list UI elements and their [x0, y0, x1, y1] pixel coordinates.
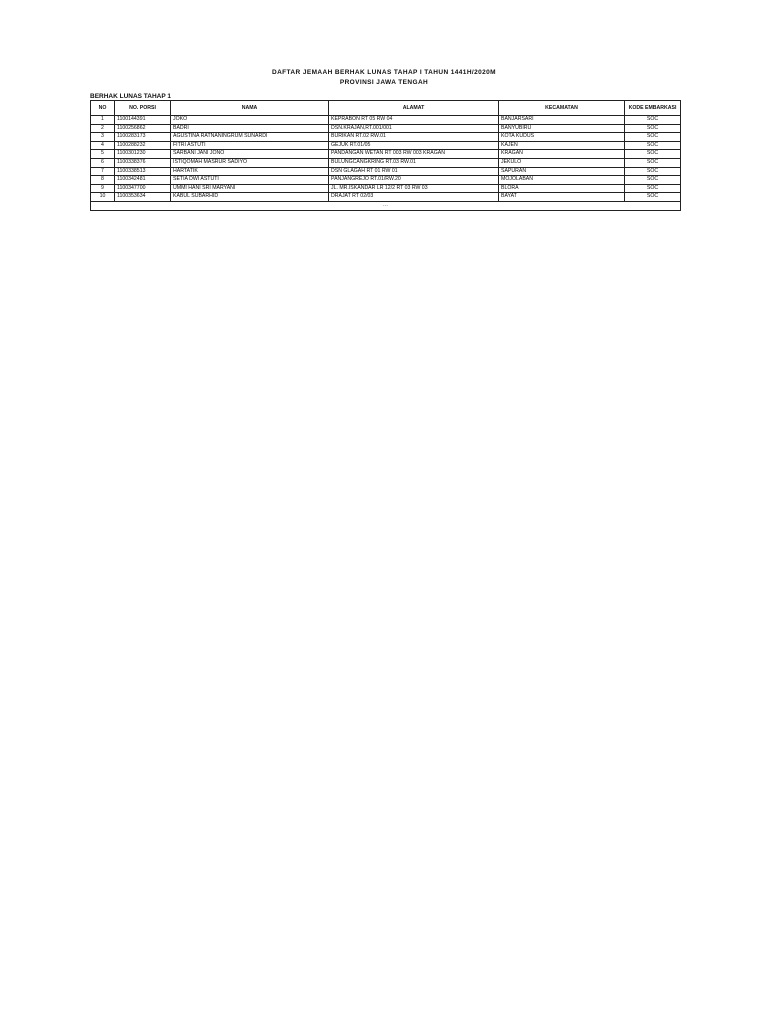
cell-alamat: PANJANGREJO RT.01/RW.20: [329, 176, 499, 185]
table-row: [91, 176, 681, 185]
column-header-no: NO: [91, 101, 115, 116]
table-row: [91, 116, 681, 125]
cell-nama: FITRI ASTUTI: [171, 141, 329, 150]
jemaah-table: [90, 100, 681, 211]
cell-nama: AGUSTINA RATNANINGRUM SUNARDI: [171, 133, 329, 142]
column-header-nama: NAMA: [171, 101, 329, 116]
cell-alamat: DSN.KRAJAN,RT.001/001: [329, 124, 499, 133]
cell-no: 7: [91, 167, 115, 176]
cell-kode: SOC: [625, 116, 681, 125]
cell-kecamatan: KAJEN: [499, 141, 625, 150]
cell-porsi: 1100353634: [115, 193, 171, 202]
cell-kode: SOC: [625, 124, 681, 133]
cell-porsi: 1100283173: [115, 133, 171, 142]
column-header-kecamatan: KECAMATAN: [499, 101, 625, 116]
table-row: [91, 167, 681, 176]
table-row: [91, 150, 681, 159]
cell-no: 9: [91, 184, 115, 193]
cell-alamat: PANDANGAN WETAN RT 003 RW 003 KRAGAN: [329, 150, 499, 159]
cell-porsi: 1100347700: [115, 184, 171, 193]
cell-nama: HARTATIK: [171, 167, 329, 176]
cell-kode: SOC: [625, 158, 681, 167]
cell-kecamatan: BANYUBIRU: [499, 124, 625, 133]
document-title: DAFTAR JEMAAH BERHAK LUNAS TAHAP I TAHUN 1441H/2020M: [271, 69, 496, 76]
column-header-alamat: ALAMAT: [329, 101, 499, 116]
cell-kode: SOC: [625, 150, 681, 159]
table-body: [91, 116, 681, 211]
cell-nama: BADRI: [171, 124, 329, 133]
cell-alamat: KEPRABON RT 05 RW 04: [329, 116, 499, 125]
cell-porsi: 1100144391: [115, 116, 171, 125]
cell-nama: ISTIQOMAH MASRUR SADIYO: [171, 158, 329, 167]
cell-nama: SARBANI JANI JONO: [171, 150, 329, 159]
table-row: [91, 158, 681, 167]
cell-nama: KABUL SUBARHID: [171, 193, 329, 202]
cell-porsi: 1100338376: [115, 158, 171, 167]
cell-kecamatan: BLORA: [499, 184, 625, 193]
cell-alamat: DRAJAT RT 02/03: [329, 193, 499, 202]
table-row: [91, 184, 681, 193]
document-subtitle: PROVINSI JAWA TENGAH: [339, 79, 429, 86]
cell-kecamatan: SAPURAN: [499, 167, 625, 176]
cell-kode: SOC: [625, 167, 681, 176]
table-more-row: [91, 201, 681, 210]
cell-no: 5: [91, 150, 115, 159]
cell-nama: UMMI HANI SRI MARYANI: [171, 184, 329, 193]
column-header-kode: KODE EMBARKASI: [625, 101, 681, 116]
cell-no: 10: [91, 193, 115, 202]
cell-alamat: BULUNGCANGKRING RT.03 RW.01: [329, 158, 499, 167]
cell-nama: SETIA DWI ASTUTI: [171, 176, 329, 185]
cell-kode: SOC: [625, 133, 681, 142]
cell-no: 4: [91, 141, 115, 150]
cell-kecamatan: BAYAT: [499, 193, 625, 202]
section-label: BERHAK LUNAS TAHAP 1: [90, 93, 172, 100]
more-rows-indicator: …: [91, 201, 681, 210]
cell-alamat: DSN GLAGAH RT 01 RW 01: [329, 167, 499, 176]
cell-porsi: 1100301230: [115, 150, 171, 159]
cell-no: 3: [91, 133, 115, 142]
cell-no: 8: [91, 176, 115, 185]
cell-no: 2: [91, 124, 115, 133]
cell-kecamatan: KOTA KUDUS: [499, 133, 625, 142]
cell-porsi: 1100256862: [115, 124, 171, 133]
cell-no: 1: [91, 116, 115, 125]
cell-porsi: 1100288232: [115, 141, 171, 150]
cell-porsi: 1100338513: [115, 167, 171, 176]
cell-alamat: JL. MR.ISKANDAR LR 12/2 RT 03 RW 03: [329, 184, 499, 193]
cell-kode: SOC: [625, 176, 681, 185]
cell-porsi: 1100342481: [115, 176, 171, 185]
column-header-porsi: NO. PORSI: [115, 101, 171, 116]
cell-kode: SOC: [625, 184, 681, 193]
cell-alamat: GEJUK RT.01/05: [329, 141, 499, 150]
cell-no: 6: [91, 158, 115, 167]
cell-alamat: BURIKAN RT.02 RW.01: [329, 133, 499, 142]
cell-kecamatan: BANJARSARI: [499, 116, 625, 125]
table-row: [91, 141, 681, 150]
cell-kode: SOC: [625, 193, 681, 202]
table-header-row: [91, 101, 681, 116]
table-row: [91, 193, 681, 202]
table-row: [91, 124, 681, 133]
cell-nama: JOKO: [171, 116, 329, 125]
table-row: [91, 133, 681, 142]
cell-kecamatan: MOJOLABAN: [499, 176, 625, 185]
cell-kecamatan: JEKULO: [499, 158, 625, 167]
cell-kecamatan: KRAGAN: [499, 150, 625, 159]
cell-kode: SOC: [625, 141, 681, 150]
